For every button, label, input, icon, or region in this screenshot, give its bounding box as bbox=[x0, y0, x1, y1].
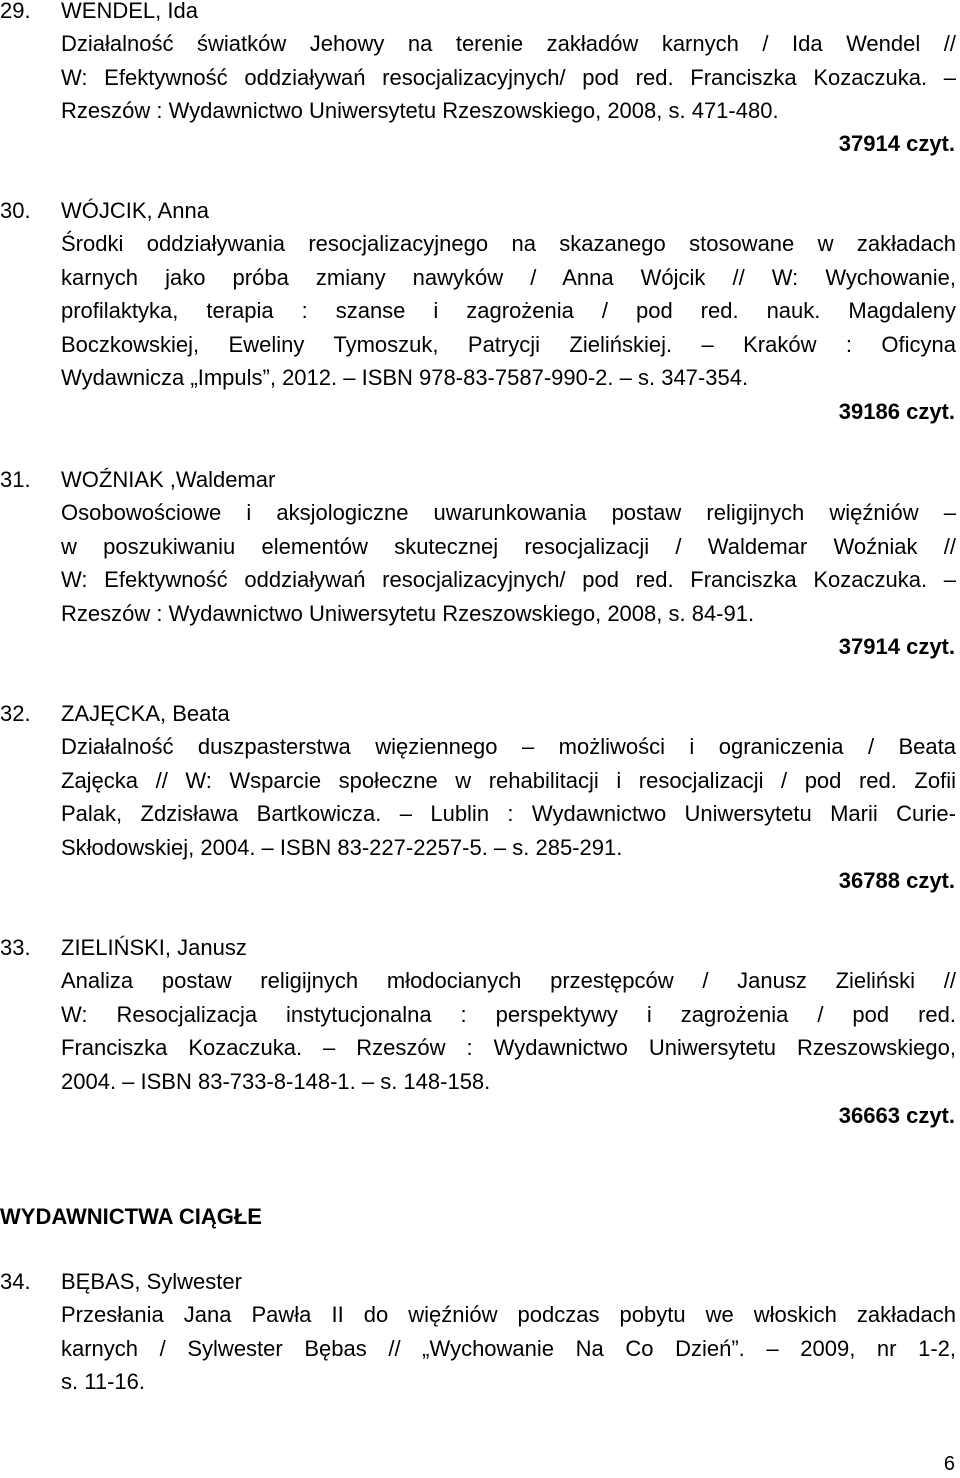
call-number: 37914 czyt. bbox=[838, 634, 955, 659]
entry-author: WENDEL, Ida bbox=[61, 0, 198, 23]
entry-number: 34. bbox=[0, 1269, 31, 1294]
entry-line: Rzeszów : Wydawnictwo Uniwersytetu Rzeszowskiego, 2008, s. 471-480. bbox=[61, 98, 779, 123]
entry-number: 31. bbox=[0, 467, 31, 492]
entry-author: ZIELIŃSKI, Janusz bbox=[61, 935, 247, 960]
entry-line: W: Resocjalizacja instytucjonalna : perspektywy i zagrożenia / pod red. bbox=[61, 1001, 956, 1027]
entry-line: Osobowościowe i aksjologiczne uwarunkowania postaw religijnych więźniów – bbox=[61, 500, 956, 525]
entry-line: Przesłania Jana Pawła II do więźniów podczas pobytu we włoskich zakładach bbox=[61, 1302, 956, 1327]
entry-line: Skłodowskiej, 2004. – ISBN 83-227-2257-5. – s. 285-291. bbox=[61, 834, 623, 860]
entry-line: Palak, Zdzisława Bartkowicza. – Lublin : Wydawnictwo Uniwersytetu Marii Curie- bbox=[61, 801, 956, 826]
entry-description bbox=[61, 27, 956, 128]
entry-line: Zajęcka // W: Wsparcie społeczne w rehabilitacji i resocjalizacji / pod red. Zofii bbox=[61, 767, 956, 793]
entry-line: w poszukiwaniu elementów skutecznej resocjalizacji / Waldemar Woźniak // bbox=[61, 533, 956, 559]
entry-line: profilaktyka, terapia : szanse i zagrożenia / pod red. nauk. Magdaleny bbox=[61, 298, 956, 323]
entry-number: 29. bbox=[0, 0, 31, 23]
entry-description bbox=[61, 1298, 956, 1399]
entry-author: WÓJCIK, Anna bbox=[61, 198, 209, 223]
entry-line: Boczkowskiej, Eweliny Tymoszuk, Patrycji Zielińskiej. – Kraków : Oficyna bbox=[61, 331, 956, 357]
entry-line: Rzeszów : Wydawnictwo Uniwersytetu Rzeszowskiego, 2008, s. 84-91. bbox=[61, 600, 755, 626]
entry-line: Działalność światków Jehowy na terenie zakładów karnych / Ida Wendel // bbox=[61, 31, 956, 56]
entry-line: s. 11-16. bbox=[61, 1369, 145, 1394]
entry-line: karnych jako próba zmiany nawyków / Anna Wójcik // W: Wychowanie, bbox=[61, 264, 956, 290]
entry-description bbox=[61, 964, 956, 1098]
entry-description bbox=[61, 227, 956, 395]
entry-line: Analiza postaw religijnych młodocianych przestępców / Janusz Zieliński // bbox=[61, 968, 956, 993]
entry-number: 30. bbox=[0, 198, 31, 223]
entry-description bbox=[61, 496, 956, 630]
entry-line: 2004. – ISBN 83-733-8-148-1. – s. 148-158. bbox=[61, 1068, 491, 1094]
entry-author: BĘBAS, Sylwester bbox=[61, 1269, 242, 1294]
entry-number: 32. bbox=[0, 701, 31, 726]
entry-author: WOŹNIAK ,Waldemar bbox=[61, 467, 276, 492]
entry-line: karnych / Sylwester Bębas // „Wychowanie Na Co Dzień”. – 2009, nr 1-2, bbox=[61, 1335, 956, 1361]
entry-description bbox=[61, 730, 956, 864]
entry-line: W: Efektywność oddziaływań resocjalizacyjnych/ pod red. Franciszka Kozaczuka. – bbox=[61, 64, 956, 90]
entry-author: ZAJĘCKA, Beata bbox=[61, 701, 230, 726]
entry-line: Wydawnicza „Impuls”, 2012. – ISBN 978-83-7587-990-2. – s. 347-354. bbox=[61, 365, 749, 390]
section-heading: WYDAWNICTWA CIĄGŁE bbox=[0, 1204, 262, 1229]
call-number: 37914 czyt. bbox=[838, 131, 955, 156]
page-number: 6 bbox=[943, 1453, 955, 1475]
entry-line: Franciszka Kozaczuka. – Rzeszów : Wydawnictwo Uniwersytetu Rzeszowskiego, bbox=[61, 1035, 956, 1060]
call-number: 36788 czyt. bbox=[838, 868, 955, 893]
call-number: 39186 czyt. bbox=[838, 399, 955, 424]
entry-line: W: Efektywność oddziaływań resocjalizacyjnych/ pod red. Franciszka Kozaczuka. – bbox=[61, 567, 956, 592]
entry-number: 33. bbox=[0, 935, 31, 960]
call-number: 36663 czyt. bbox=[838, 1103, 955, 1128]
entry-line: Działalność duszpasterstwa więziennego – możliwości i ograniczenia / Beata bbox=[61, 734, 956, 759]
entry-line: Środki oddziaływania resocjalizacyjnego na skazanego stosowane w zakładach bbox=[61, 231, 956, 256]
